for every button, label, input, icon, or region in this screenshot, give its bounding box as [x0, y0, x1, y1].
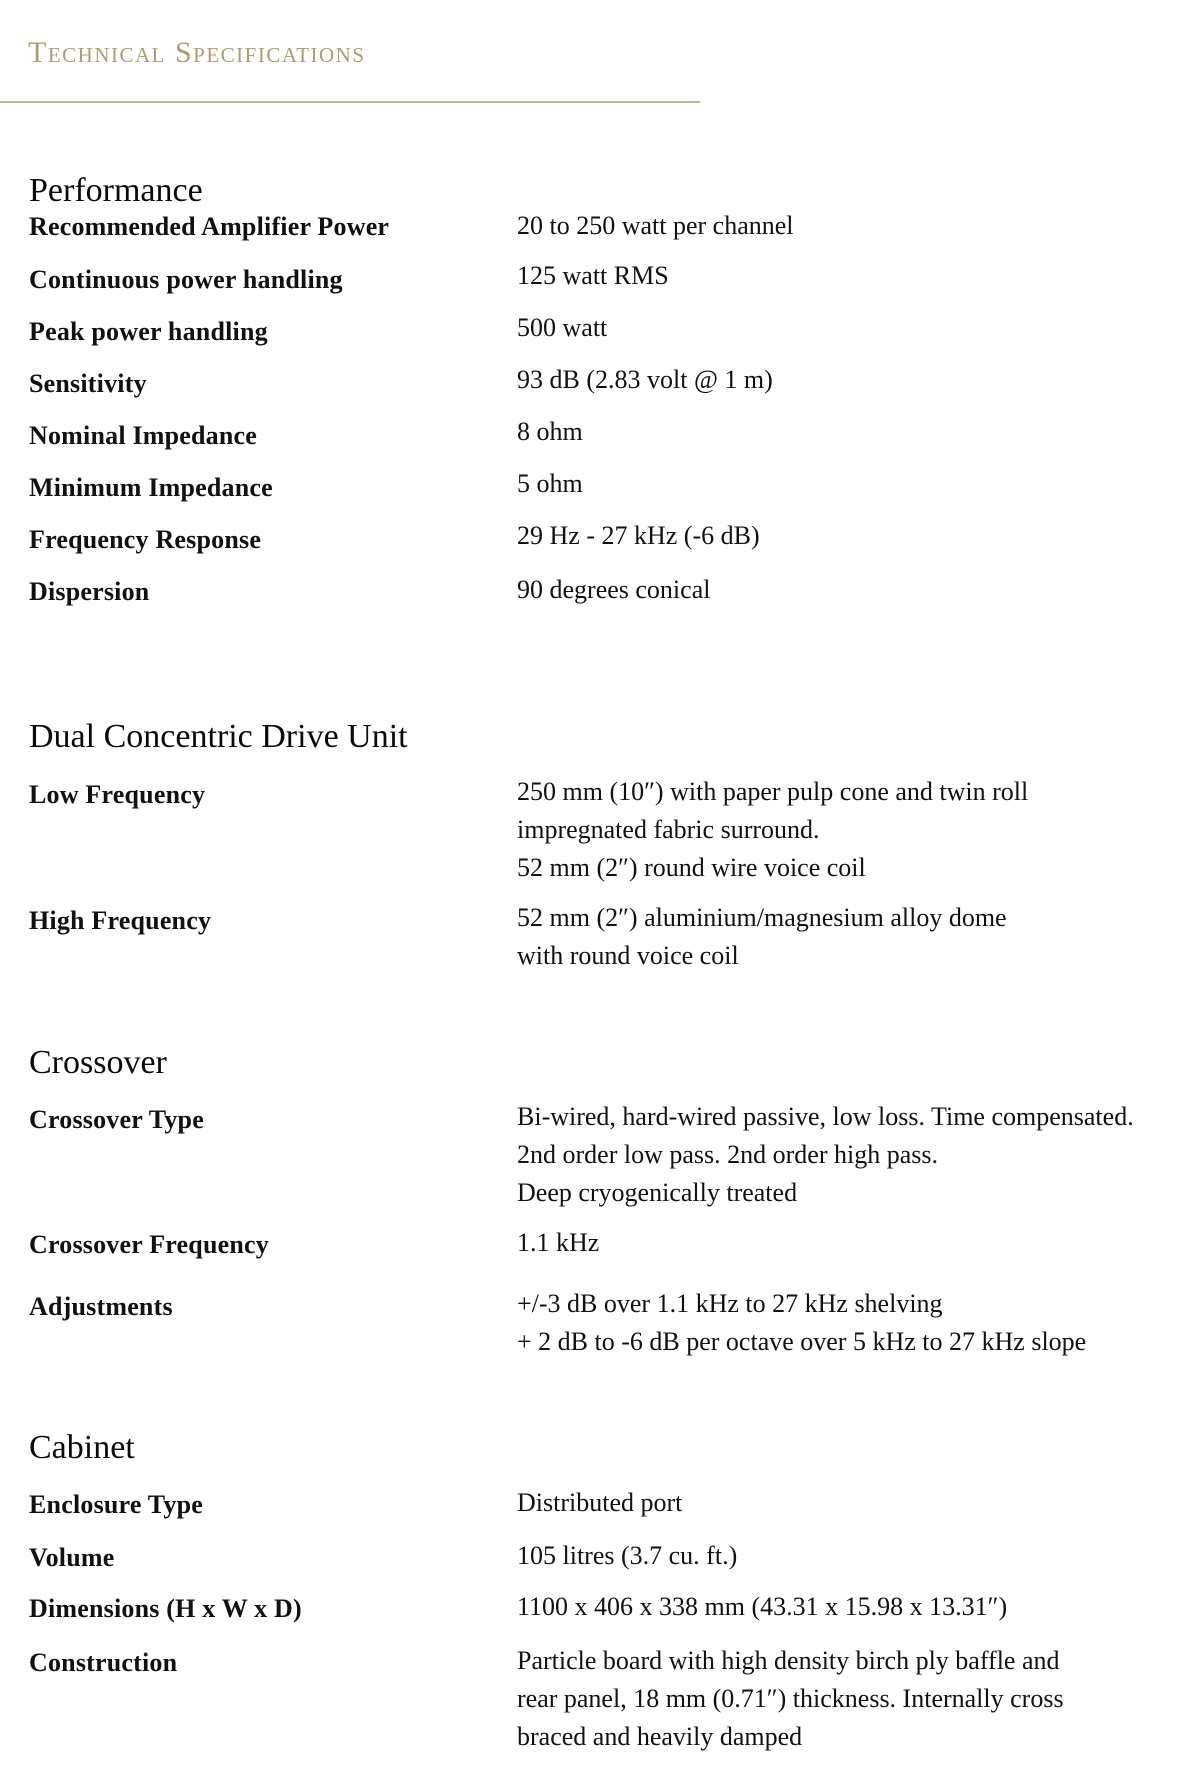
spec-label: Crossover Type — [29, 1105, 204, 1134]
spec-value-line: Particle board with high density birch ply baffle and — [517, 1646, 1060, 1675]
spec-value — [517, 361, 773, 399]
spec-value-line: 1100 x 406 x 338 mm (43.31 x 15.98 x 13.31″) — [517, 1592, 1008, 1621]
spec-value-line: 52 mm (2″) aluminium/magnesium alloy dome — [517, 903, 1007, 932]
section-heading: Cabinet — [29, 1429, 135, 1466]
spec-label: Peak power handling — [29, 317, 268, 346]
spec-value — [517, 465, 583, 503]
spec-value-line: Bi-wired, hard-wired passive, low loss. Time compensated. — [517, 1102, 1134, 1131]
spec-value-line: impregnated fabric surround. — [517, 815, 820, 844]
spec-value-line: with round voice coil — [517, 941, 739, 970]
spec-label: Nominal Impedance — [29, 421, 258, 450]
spec-value-line: 8 ohm — [517, 417, 583, 446]
spec-label: Frequency Response — [29, 525, 262, 554]
spec-value — [517, 1285, 1086, 1361]
spec-label: High Frequency — [29, 906, 212, 935]
section-heading: Crossover — [29, 1044, 167, 1081]
spec-value-line: 250 mm (10″) with paper pulp cone and twin roll — [517, 777, 1029, 806]
spec-label: Minimum Impedance — [29, 473, 273, 502]
spec-value — [517, 1484, 682, 1522]
spec-label: Recommended Amplifier Power — [29, 212, 390, 241]
spec-value — [517, 413, 583, 451]
spec-value — [517, 1588, 1007, 1626]
spec-label: Continuous power handling — [29, 265, 343, 294]
spec-label: Low Frequency — [29, 780, 206, 809]
spec-value-line: 52 mm (2″) round wire voice coil — [517, 853, 866, 882]
spec-value-line: 90 degrees conical — [517, 575, 711, 604]
spec-value — [517, 517, 760, 555]
spec-value — [517, 1098, 1134, 1212]
spec-value — [517, 1224, 599, 1262]
spec-value-line: 20 to 250 watt per channel — [517, 211, 794, 240]
spec-label: Construction — [29, 1648, 178, 1677]
spec-value — [517, 773, 1028, 887]
spec-value — [517, 207, 794, 245]
spec-value-line: Deep cryogenically treated — [517, 1178, 798, 1207]
spec-value-line: +/-3 dB over 1.1 kHz to 27 kHz shelving — [517, 1289, 943, 1318]
title-divider — [0, 101, 700, 103]
spec-value-line: + 2 dB to -6 dB per octave over 5 kHz to 27 kHz slope — [517, 1327, 1087, 1356]
spec-label: Sensitivity — [29, 369, 147, 398]
spec-value-line: 29 Hz - 27 kHz (-6 dB) — [517, 521, 760, 550]
spec-value-line: 105 litres (3.7 cu. ft.) — [517, 1541, 738, 1570]
spec-value-line: rear panel, 18 mm (0.71″) thickness. Internally cross — [517, 1684, 1064, 1713]
spec-label: Crossover Frequency — [29, 1230, 269, 1259]
spec-value-line: 1.1 kHz — [517, 1228, 600, 1257]
spec-label: Dimensions (H x W x D) — [29, 1594, 302, 1623]
spec-value — [517, 899, 1007, 975]
spec-label: Dispersion — [29, 577, 150, 606]
spec-value-line: 500 watt — [517, 313, 608, 342]
spec-label: Enclosure Type — [29, 1490, 203, 1519]
spec-label: Adjustments — [29, 1292, 173, 1321]
spec-value-line: 93 dB (2.83 volt @ 1 m) — [517, 365, 773, 394]
section-heading: Dual Concentric Drive Unit — [29, 718, 408, 755]
spec-label: Volume — [29, 1543, 115, 1572]
spec-value — [517, 571, 710, 609]
spec-value — [517, 257, 669, 295]
spec-value — [517, 1642, 1064, 1756]
spec-value-line: 2nd order low pass. 2nd order high pass. — [517, 1140, 938, 1169]
spec-value-line: braced and heavily damped — [517, 1722, 803, 1751]
spec-value-line: 5 ohm — [517, 469, 583, 498]
spec-value-line: 125 watt RMS — [517, 261, 669, 290]
spec-value-line: Distributed port — [517, 1488, 683, 1517]
spec-value — [517, 309, 607, 347]
page-title: Technical Specifications — [28, 36, 366, 69]
spec-value — [517, 1537, 737, 1575]
section-heading: Performance — [29, 172, 203, 209]
